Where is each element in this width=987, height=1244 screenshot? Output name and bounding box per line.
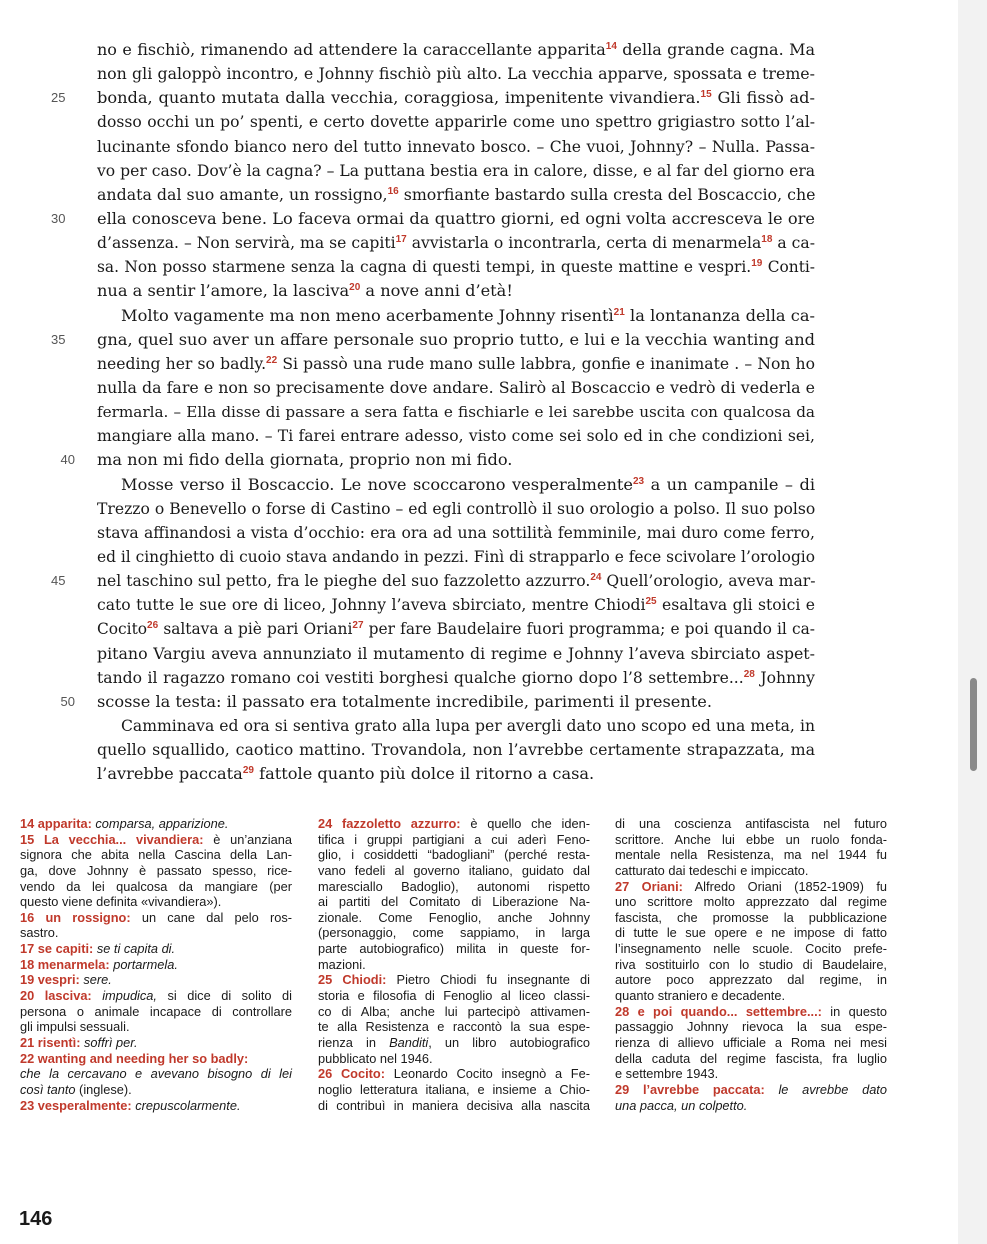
note-line: co di Alba; anche lui partecipò attivamen- bbox=[318, 1003, 590, 1019]
note-21: 21 risentì: soffrì per. bbox=[20, 1034, 138, 1050]
note-27: 27 Oriani: Alfredo Oriani (1852-1909) fu bbox=[615, 878, 887, 894]
footnote-ref: 29 bbox=[242, 765, 254, 777]
note-line: gli impulsi sessuali. bbox=[20, 1019, 130, 1035]
narrative-text bbox=[51, 38, 816, 786]
note-28: 28 e poi quando... settembre...: in questo bbox=[615, 1003, 888, 1019]
page-number: 146 bbox=[19, 1208, 53, 1230]
text-line: 45 nel taschino sul petto, fra le pieghe del suo fazzoletto azzurro.$^{24}$ Quell’orologio, aveva mar- bbox=[97, 569, 815, 593]
note-line: signora che abita nella Cascina della Lan- bbox=[20, 847, 292, 863]
note-17: 17 se capiti: se ti capita di. bbox=[20, 941, 176, 957]
note-line: una pacca, un colpetto. bbox=[615, 1097, 748, 1113]
note-line: maresciallo Badoglio), autonomi rispetto bbox=[318, 878, 590, 894]
note-29: 29 l’avrebbe paccata: le avrebbe dato bbox=[615, 1081, 887, 1097]
note-25: 25 Chiodi: Pietro Chiodi fu insegnante di bbox=[318, 972, 590, 988]
line-number: 30 bbox=[51, 210, 66, 226]
note-line: scrittore. Anche lui ebbe un ruolo fonda- bbox=[615, 831, 887, 847]
note-19: 19 vespri: sere. bbox=[20, 972, 112, 988]
line-number: 40 bbox=[60, 452, 75, 468]
line-number: 25 bbox=[51, 90, 66, 106]
text-line: tando il ragazzo romano coi vestiti borghesi qualche giorno dopo l’8 settembre...$^{28}$ Johnny bbox=[97, 668, 815, 687]
note-line: di una coscienza antifascista nel futuro bbox=[615, 816, 887, 831]
text-line: 30 ella conosceva bene. Lo faceva ormai da quattro giorni, ed ogni volta accresceva le ore bbox=[97, 207, 815, 231]
footnote-ref: 22 bbox=[266, 354, 278, 366]
footnote-ref: 26 bbox=[147, 620, 159, 632]
note-line: della caduta del regime fascista, fra luglio bbox=[615, 1050, 887, 1066]
note-line: uno scrittore molto apprezzato dal regime bbox=[615, 894, 887, 910]
note-line: di tutte le sue opere e ne impose di fatto bbox=[615, 925, 887, 941]
note-line: rienza in Banditi, un libro autobiografico bbox=[318, 1034, 590, 1050]
note-line: te alla Resistenza e raccontò la sua espe- bbox=[318, 1019, 590, 1035]
footnote-ref: 20 bbox=[349, 282, 361, 294]
note-line: fascista, che promosse la pubblicazione bbox=[615, 909, 887, 925]
footnote-ref: 18 bbox=[761, 234, 773, 246]
note-22: 22 wanting and needing her so badly: bbox=[20, 1050, 249, 1066]
note-line: ga, dove Johnny è passato spesso, rice- bbox=[20, 862, 292, 878]
footnote-ref: 14 bbox=[605, 41, 617, 52]
text-line: lucinante sfondo bianco nero del tutto innevato bosco. – Che vuoi, Johnny? – Nulla. Passa- bbox=[97, 137, 815, 156]
note-line: zionale. Come Fenoglio, anche Johnny bbox=[318, 909, 590, 925]
footnote-ref: 25 bbox=[645, 596, 657, 608]
text-line: Molto vagamente ma non meno acerbamente Johnny risentì$^{21}$ la lontananza della ca- bbox=[121, 305, 815, 325]
note-line: (personaggio, come sappiamo, in larga bbox=[318, 925, 590, 941]
text-line: 40 ma non mi fido della giornata, proprio non mi fido. bbox=[97, 448, 815, 472]
text-line: d’assenza. – Non servirà, ma se capiti$^{17}$ avvistarla o incontrarla, certa di menarmela$^{18}$ a ca- bbox=[97, 234, 815, 253]
text-line: quello squallido, caotico mattino. Trovandola, non l’avrebbe certamente strapazzata, ma bbox=[97, 740, 815, 760]
note-line: mazioni. bbox=[318, 956, 366, 972]
footnote-ref: 24 bbox=[590, 572, 602, 584]
footnote-ref: 16 bbox=[387, 185, 399, 197]
line-number: 50 bbox=[60, 693, 75, 709]
note-line: di contribuì in maniera decisiva alla nascita bbox=[318, 1097, 590, 1113]
text-line: dosso occhi un po’ spenti, e certo dovette apparirle come uno spettro grigiastro sotto l’al- bbox=[97, 113, 815, 132]
note-line: ai partiti del Comitato di Liberazione Na- bbox=[318, 894, 590, 910]
note-line: rienza di allievo ufficiale a Roma nei mesi bbox=[615, 1034, 887, 1050]
footnote-ref: 27 bbox=[352, 620, 364, 632]
note-24: 24 fazzoletto azzurro: è quello che iden- bbox=[318, 816, 590, 831]
note-23: 23 vesperalmente: crepuscolarmente. bbox=[20, 1097, 241, 1113]
footnote-ref: 28 bbox=[743, 668, 755, 680]
note-18: 18 menarmela: portarmela. bbox=[20, 956, 178, 972]
line-number: 45 bbox=[51, 573, 66, 589]
note-line: pubblicato nel 1946. bbox=[318, 1050, 433, 1066]
text-line: nua a sentir l’amore, la lasciva$^{20}$ a nove anni d’età! bbox=[97, 281, 513, 301]
note-line: e settembre 1943. bbox=[615, 1066, 719, 1082]
note-line: parte autobiografico) milita in queste for- bbox=[318, 941, 590, 957]
footnote-ref: 17 bbox=[395, 234, 407, 246]
text-line: pitano Vargiu aveva annunziato il mutamento di regime e Johnny l’aveva sbirciato aspet- bbox=[97, 643, 815, 663]
note-line: glio, i cosiddetti “badogliani” (perché resta- bbox=[318, 847, 590, 863]
note-line: storia e filosofia di Fenoglio al liceo classi- bbox=[318, 988, 590, 1004]
text-line: nulla da fare e non so precisamente dove andare. Salirò al Boscaccio e vedrò di vederla e bbox=[97, 377, 815, 397]
text-line: sa. Non posso starmene senza la cagna di questi tempi, in queste mattine e vespri.$^{19}$ Conti- bbox=[97, 258, 816, 277]
note-16: 16 un rossigno: un cane dal pelo ros- bbox=[20, 909, 292, 925]
note-14: 14 apparita: comparsa, apparizione. bbox=[20, 816, 229, 831]
text-line: vo per caso. Dov’è la cagna? – La puttana bestia era in calore, disse, e al far del giorno era bbox=[97, 161, 816, 180]
text-line: ed il cinghietto di cuoio stava andando in pezzi. Finì di strapparlo e fece scivolare l’orologio bbox=[97, 547, 815, 566]
note-line: vano fedeli al governo italiano, guidato dal bbox=[318, 862, 590, 878]
note-26: 26 Cocito: Leonardo Cocito insegnò a Fe- bbox=[318, 1066, 590, 1082]
note-line: sastro. bbox=[20, 925, 59, 941]
text-line: Camminava ed ora si sentiva grato alla lupa per avergli dato uno scopo ed una meta, in bbox=[121, 716, 815, 735]
note-20: 20 lasciva: impudica, si dice di solito di bbox=[20, 988, 292, 1004]
note-line: vendo da lei qualcosa da mangiare (per bbox=[20, 878, 292, 894]
footnote-ref: 19 bbox=[751, 258, 763, 270]
note-line: l’insegnamento nelle scuole. Cocito prefe- bbox=[615, 941, 887, 957]
text-line: no e fischiò, rimanendo ad attendere la caraccellante apparita$^{14}$ della grande cagna. Ma bbox=[97, 40, 815, 59]
note-line: che la cercavano e avevano bisogno di lei bbox=[20, 1066, 292, 1082]
text-line: cato tutte le sue ore di liceo, Johnny l’aveva sbirciato, mentre Chiodi$^{25}$ esaltava gli stoici e bbox=[97, 596, 816, 615]
text-line: Mosse verso il Boscaccio. Le nove scoccarono vesperalmente$^{23}$ a un campanile – di bbox=[121, 474, 815, 494]
note-line: mentale nella Resistenza, ma nel 1944 fu bbox=[615, 847, 887, 863]
text-line: 25 bonda, quanto mutata dalla vecchia, coraggiosa, impenitente vivandiera.$^{15}$ Gli fissò ad- bbox=[97, 86, 815, 110]
footnotes-column-1 bbox=[20, 816, 292, 1113]
note-line: quanto straniero e decadente. bbox=[615, 988, 786, 1004]
note-line: così tanto (inglese). bbox=[20, 1081, 132, 1097]
text-line: 50 scosse la testa: il passato era totalmente incredibile, parimenti il presente. bbox=[97, 690, 815, 714]
text-line: stava affinandosi a vista d’occhio: era ora ad una sottilità femminile, mai duro come ferro, bbox=[97, 523, 815, 542]
note-line: noglio letteratura italiana, e insieme a Chio- bbox=[318, 1081, 590, 1097]
note-line: passaggio Johnny rievoca la sua espe- bbox=[615, 1019, 887, 1035]
text-line: andata dal suo amante, un rossigno,$^{16}$ smorfiante bastardo sulla cresta del Boscaccio, che bbox=[97, 184, 816, 204]
scrollbar-thumb[interactable] bbox=[970, 678, 977, 771]
text-line: l’avrebbe paccata$^{29}$ fattole quanto più dolce il ritorno a casa. bbox=[97, 764, 595, 784]
text-line: 35 gna, quel suo aver un affare personale suo proprio tutto, e lui e la vecchia wanting and bbox=[97, 328, 815, 352]
line-number: 35 bbox=[51, 331, 66, 347]
footnotes-column-2 bbox=[318, 816, 590, 1113]
footnote-ref: 23 bbox=[632, 475, 645, 487]
text-line: mangiare alla mano. – Ti farei entrare adesso, visto come sei solo ed in che condizioni sei, bbox=[97, 427, 815, 446]
text-line: Trezzo o Benevello o forse di Castino – ed egli controllò il suo orologio a polso. Il suo polso bbox=[97, 499, 816, 518]
text-line: non gli galoppò incontro, e Johnny fischiò più alto. La vecchia apparve, spossata e treme- bbox=[97, 64, 815, 84]
note-line: questo viene definita «vivandiera»). bbox=[20, 894, 222, 910]
text-line: needing her so badly.$^{22}$ Si passò una rude mano sulle labbra, gonfie e inanimate . – Non ho bbox=[97, 354, 815, 373]
note-line: autore poco apprezzato dal regime, in bbox=[615, 972, 887, 988]
text-line: fermarla. – Ella disse di passare a sera fatta e fischiarle e lei sarebbe uscita con qualcosa da bbox=[97, 403, 815, 422]
text-line: Cocito$^{26}$ saltava a piè pari Oriani$^{27}$ per fare Baudelaire fuori programma; e poi quando il ca- bbox=[97, 620, 815, 639]
scrollbar-track[interactable] bbox=[958, 0, 987, 1244]
note-15: 15 La vecchia... vivandiera: è un’anziana bbox=[20, 831, 292, 847]
note-line: persona o animale incapace di controllare bbox=[20, 1003, 292, 1019]
footnote-ref: 15 bbox=[700, 89, 712, 101]
note-line: riva sostituirlo con lo studio di Baudelaire, bbox=[615, 956, 887, 972]
note-line: tifica i gruppi partigiani a cui aderì Feno- bbox=[318, 831, 590, 847]
footnote-ref: 21 bbox=[613, 306, 625, 318]
note-line: catturato dai tedeschi e impiccato. bbox=[615, 862, 809, 878]
footnotes-column-3 bbox=[615, 816, 887, 1113]
